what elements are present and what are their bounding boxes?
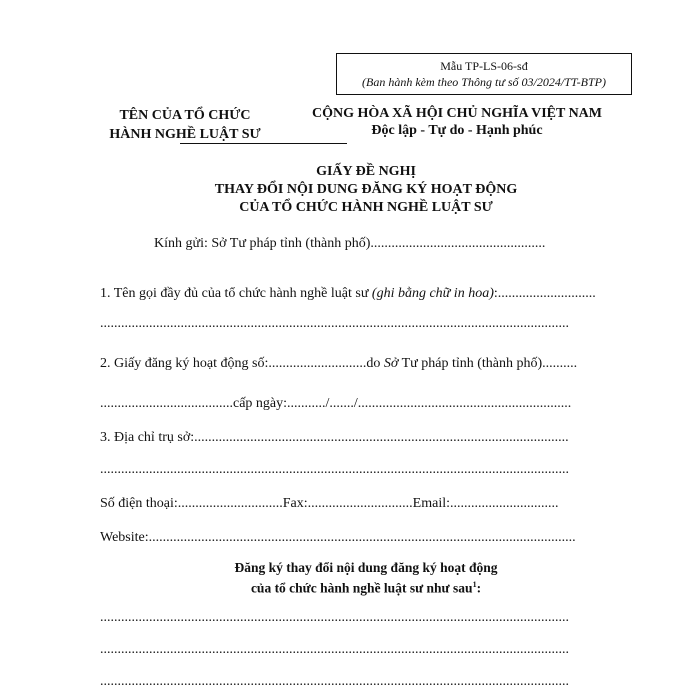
field-organization-name-continuation: ...................................................................................................................................... [100,316,569,331]
form-code-box [336,53,632,95]
form-code: Mẫu TP-LS-06-sđ [440,59,528,73]
organization-name-line1: TÊN CỦA TỔ CHỨC [119,108,251,123]
document-title-line2: THAY ĐỔI NỘI DUNG ĐĂNG KÝ HOẠT ĐỘNG [214,182,518,197]
field-registration-number [100,356,577,372]
field-head-office-continuation: ...................................................................................................................................... [100,462,569,477]
document-title-line3: CỦA TỔ CHỨC HÀNH NGHỀ LUẬT SƯ [239,200,493,215]
field-organization-name-dots: :............................ [493,286,596,301]
nation-motto: Độc lập - Tự do - Hạnh phúc [371,123,543,138]
field-organization-name-label: 1. Tên gọi đầy đủ của tổ chức hành nghề luật sư [100,286,372,301]
register-heading-line2-text: của tổ chức hành nghề luật sư như sau [250,580,473,596]
field-head-office-address: 3. Địa chỉ trụ sở:........................................................................................................... [100,430,569,445]
field-organization-name-hint: (ghi bằng chữ in hoa) [371,286,494,301]
field-registration-issuer-italic: Sở [383,356,399,371]
field-registration-issuer: Tư pháp tỉnh (thành phố).......... [398,356,578,371]
register-heading-colon: : [476,580,482,596]
blank-line: ...................................................................................................................................... [100,610,569,625]
register-heading-line2 [100,580,632,597]
blank-line: ...................................................................................................................................... [100,674,569,689]
organization-underline [180,143,347,144]
footnote-marker: 1 [472,580,477,589]
field-organization-name [100,286,596,302]
field-website: Website:.......................................................................................................................... [100,530,576,545]
document-title-line1: GIẤY ĐỀ NGHỊ [316,164,416,179]
field-contact-phone-fax-email: Số điện thoại:..............................Fax:..............................Email:............................... [100,496,559,511]
blank-line: ...................................................................................................................................... [100,642,569,657]
addressee-line: Kính gửi: Sở Tư pháp tỉnh (thành phố).................................................. [154,236,546,251]
register-heading-line1: Đăng ký thay đổi nội dung đăng ký hoạt động [234,560,498,575]
nation-name: CỘNG HÒA XÃ HỘI CHỦ NGHĨA VIỆT NAM [311,106,602,121]
field-registration-number-label: 2. Giấy đăng ký hoạt động số:............................do [100,356,384,371]
field-issue-date: ......................................cấp ngày:.........../......./............................................................. [100,396,572,411]
organization-name-line2: HÀNH NGHỀ LUẬT SƯ [109,127,261,142]
form-decree-reference: (Ban hành kèm theo Thông tư số 03/2024/TT-BTP) [362,75,606,89]
